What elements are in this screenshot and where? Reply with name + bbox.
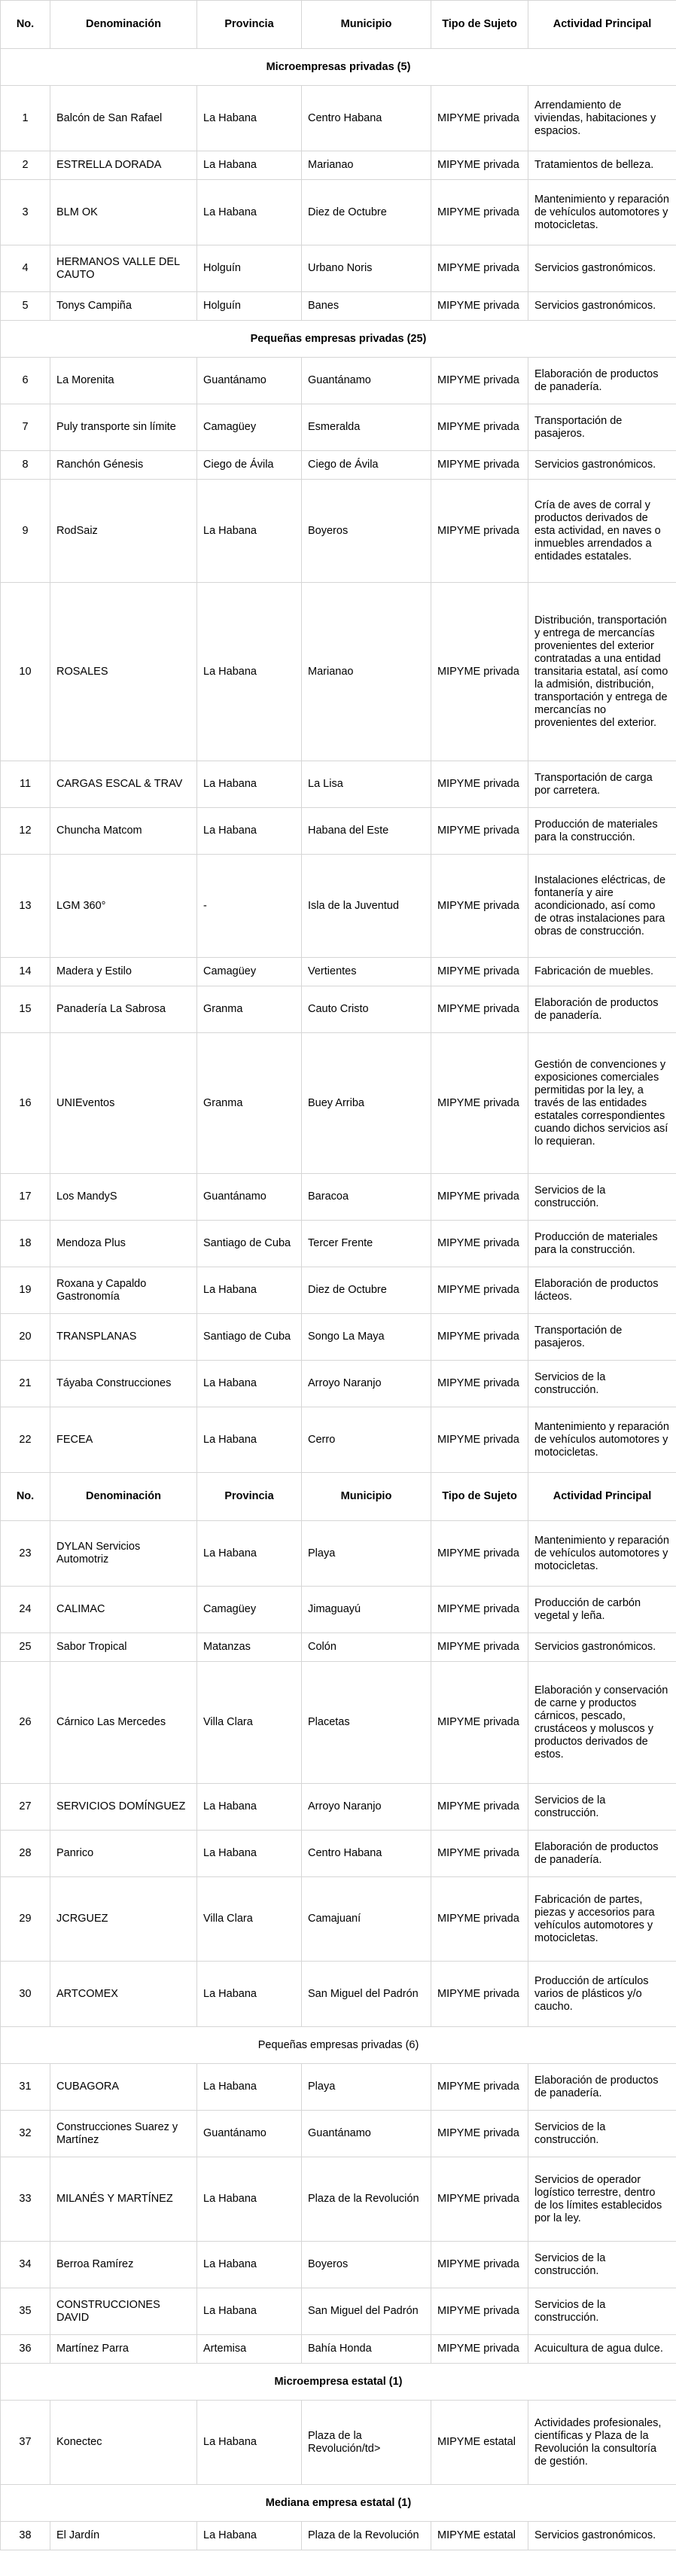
cell-no: 13 (1, 855, 50, 958)
cell-actividad: Servicios gastronómicos. (528, 292, 676, 321)
cell-denominacion: ROSALES (50, 583, 197, 761)
cell-actividad: Servicios gastronómicos. (528, 245, 676, 292)
cell-actividad: Arrendamiento de viviendas, habitaciones y espacios. (528, 86, 676, 151)
cell-municipio: Plaza de la Revolución (302, 2522, 431, 2550)
cell-actividad: Producción de materiales para la construcción. (528, 808, 676, 855)
cell-provincia: La Habana (197, 761, 302, 808)
cell-tipo-sujeto: MIPYME privada (431, 292, 528, 321)
cell-tipo-sujeto: MIPYME privada (431, 151, 528, 180)
table-row (1, 583, 676, 761)
cell-denominacion: JCRGUEZ (50, 1877, 197, 1962)
cell-no: 1 (1, 86, 50, 151)
cell-provincia: Santiago de Cuba (197, 1221, 302, 1267)
cell-municipio: Placetas (302, 1662, 431, 1784)
table-row (1, 1521, 676, 1587)
cell-no: 8 (1, 451, 50, 480)
cell-tipo-sujeto: MIPYME privada (431, 761, 528, 808)
cell-municipio: Guantánamo (302, 2111, 431, 2157)
table-row (1, 958, 676, 986)
header-provincia: Provincia (197, 1473, 302, 1521)
cell-municipio: Diez de Octubre (302, 1267, 431, 1314)
cell-actividad: Servicios gastronómicos. (528, 451, 676, 480)
cell-tipo-sujeto: MIPYME privada (431, 1831, 528, 1877)
cell-tipo-sujeto: MIPYME privada (431, 1221, 528, 1267)
table-row (1, 180, 676, 245)
cell-actividad: Servicios de la construcción. (528, 2111, 676, 2157)
cell-tipo-sujeto: MIPYME privada (431, 1521, 528, 1587)
cell-tipo-sujeto: MIPYME privada (431, 451, 528, 480)
cell-no: 18 (1, 1221, 50, 1267)
cell-tipo-sujeto: MIPYME privada (431, 86, 528, 151)
cell-tipo-sujeto: MIPYME privada (431, 1361, 528, 1407)
cell-no: 29 (1, 1877, 50, 1962)
cell-municipio: Bahía Honda (302, 2335, 431, 2364)
cell-no: 31 (1, 2064, 50, 2111)
cell-actividad: Mantenimiento y reparación de vehículos automotores y motocicletas. (528, 1521, 676, 1587)
cell-provincia: La Habana (197, 1361, 302, 1407)
cell-tipo-sujeto: MIPYME privada (431, 1033, 528, 1174)
cell-provincia: La Habana (197, 180, 302, 245)
cell-provincia: La Habana (197, 1831, 302, 1877)
cell-tipo-sujeto: MIPYME privada (431, 1267, 528, 1314)
table-header-row (1, 1473, 676, 1521)
cell-no: 32 (1, 2111, 50, 2157)
table-row (1, 2111, 676, 2157)
table-row (1, 1662, 676, 1784)
table-row (1, 1267, 676, 1314)
cell-municipio: Isla de la Juventud (302, 855, 431, 958)
cell-provincia: Holguín (197, 292, 302, 321)
table-row (1, 86, 676, 151)
cell-provincia: Villa Clara (197, 1662, 302, 1784)
cell-no: 30 (1, 1962, 50, 2027)
table-row (1, 986, 676, 1033)
table-row (1, 1831, 676, 1877)
cell-provincia: La Habana (197, 2288, 302, 2335)
cell-denominacion: LGM 360° (50, 855, 197, 958)
cell-no: 22 (1, 1407, 50, 1473)
cell-no: 7 (1, 404, 50, 451)
header-municipio: Municipio (302, 1473, 431, 1521)
cell-no: 5 (1, 292, 50, 321)
cell-actividad: Mantenimiento y reparación de vehículos automotores y motocicletas. (528, 1407, 676, 1473)
cell-tipo-sujeto: MIPYME privada (431, 583, 528, 761)
cell-denominacion: Táyaba Construcciones (50, 1361, 197, 1407)
cell-actividad: Mantenimiento y reparación de vehículos automotores y motocicletas. (528, 180, 676, 245)
cell-tipo-sujeto: MIPYME estatal (431, 2401, 528, 2485)
cell-denominacion: HERMANOS VALLE DEL CAUTO (50, 245, 197, 292)
cell-actividad: Tratamientos de belleza. (528, 151, 676, 180)
table-row (1, 2401, 676, 2485)
cell-denominacion: BLM OK (50, 180, 197, 245)
cell-denominacion: Sabor Tropical (50, 1633, 197, 1662)
cell-denominacion: SERVICIOS DOMÍNGUEZ (50, 1784, 197, 1831)
cell-provincia: Guantánamo (197, 1174, 302, 1221)
section-label: Mediana empresa estatal (1) (1, 2485, 676, 2522)
cell-actividad: Gestión de convenciones y exposiciones comerciales permitidas por la ley, a través de las entidades estatales correspondientes cuando dichos servicios así lo requieran. (528, 1033, 676, 1174)
cell-tipo-sujeto: MIPYME privada (431, 404, 528, 451)
cell-actividad: Instalaciones eléctricas, de fontanería y aire acondicionado, así como de otras instalaciones para obras de construcción. (528, 855, 676, 958)
cell-tipo-sujeto: MIPYME privada (431, 1314, 528, 1361)
cell-provincia: La Habana (197, 86, 302, 151)
cell-tipo-sujeto: MIPYME privada (431, 2157, 528, 2242)
cell-provincia: La Habana (197, 1521, 302, 1587)
cell-denominacion: Balcón de San Rafael (50, 86, 197, 151)
cell-municipio: Plaza de la Revolución (302, 2157, 431, 2242)
cell-municipio: Marianao (302, 151, 431, 180)
cell-provincia: Holguín (197, 245, 302, 292)
cell-municipio: Marianao (302, 583, 431, 761)
cell-denominacion: Tonys Campiña (50, 292, 197, 321)
cell-no: 9 (1, 480, 50, 583)
cell-provincia: Matanzas (197, 1633, 302, 1662)
table-row (1, 808, 676, 855)
cell-provincia: Villa Clara (197, 1877, 302, 1962)
cell-actividad: Actividades profesionales, científicas y Plaza de la Revolución la consultoría de gestión. (528, 2401, 676, 2485)
header-tipo-sujeto: Tipo de Sujeto (431, 1473, 528, 1521)
table-header-row (1, 1, 676, 49)
cell-tipo-sujeto: MIPYME privada (431, 986, 528, 1033)
table-row (1, 1407, 676, 1473)
header-no: No. (1, 1473, 50, 1521)
table-row (1, 2288, 676, 2335)
cell-municipio: Guantánamo (302, 358, 431, 404)
cell-denominacion: ESTRELLA DORADA (50, 151, 197, 180)
table-row (1, 404, 676, 451)
cell-provincia: La Habana (197, 480, 302, 583)
cell-provincia: Guantánamo (197, 2111, 302, 2157)
table-row (1, 1784, 676, 1831)
section-label: Pequeñas empresas privadas (25) (1, 321, 676, 358)
cell-no: 33 (1, 2157, 50, 2242)
section-row (1, 49, 676, 86)
cell-tipo-sujeto: MIPYME privada (431, 1407, 528, 1473)
cell-denominacion: Puly transporte sin límite (50, 404, 197, 451)
cell-no: 15 (1, 986, 50, 1033)
cell-no: 38 (1, 2522, 50, 2550)
cell-no: 6 (1, 358, 50, 404)
cell-denominacion: La Morenita (50, 358, 197, 404)
cell-tipo-sujeto: MIPYME privada (431, 1962, 528, 2027)
cell-denominacion: Berroa Ramírez (50, 2242, 197, 2288)
cell-municipio: Plaza de la Revolución/td> (302, 2401, 431, 2485)
cell-municipio: Jimaguayú (302, 1587, 431, 1633)
cell-provincia: La Habana (197, 2242, 302, 2288)
cell-municipio: Centro Habana (302, 1831, 431, 1877)
cell-municipio: Vertientes (302, 958, 431, 986)
cell-municipio: Playa (302, 2064, 431, 2111)
cell-actividad: Producción de materiales para la construcción. (528, 1221, 676, 1267)
table-row (1, 761, 676, 808)
table-row (1, 855, 676, 958)
cell-denominacion: Roxana y Capaldo Gastronomía (50, 1267, 197, 1314)
cell-actividad: Cría de aves de corral y productos derivados de esta actividad, en naves o inmuebles arrendados a entidades estatales. (528, 480, 676, 583)
cell-denominacion: ARTCOMEX (50, 1962, 197, 2027)
cell-denominacion: Mendoza Plus (50, 1221, 197, 1267)
table-row (1, 1221, 676, 1267)
cell-municipio: San Miguel del Padrón (302, 1962, 431, 2027)
cell-actividad: Transportación de pasajeros. (528, 1314, 676, 1361)
cell-municipio: Esmeralda (302, 404, 431, 451)
section-label: Microempresas privadas (5) (1, 49, 676, 86)
cell-no: 11 (1, 761, 50, 808)
section-label: Pequeñas empresas privadas (6) (1, 2027, 676, 2064)
cell-municipio: Boyeros (302, 2242, 431, 2288)
cell-actividad: Elaboración de productos lácteos. (528, 1267, 676, 1314)
cell-provincia: La Habana (197, 1407, 302, 1473)
cell-provincia: La Habana (197, 1267, 302, 1314)
cell-tipo-sujeto: MIPYME estatal (431, 2522, 528, 2550)
table-body (1, 1, 676, 2550)
table-row (1, 2157, 676, 2242)
cell-actividad: Elaboración de productos de panadería. (528, 358, 676, 404)
section-label: Microempresa estatal (1) (1, 2364, 676, 2401)
cell-no: 36 (1, 2335, 50, 2364)
cell-actividad: Servicios de la construcción. (528, 1361, 676, 1407)
cell-provincia: La Habana (197, 2401, 302, 2485)
cell-denominacion: RodSaiz (50, 480, 197, 583)
cell-municipio: Centro Habana (302, 86, 431, 151)
table-row (1, 1587, 676, 1633)
cell-provincia: Guantánamo (197, 358, 302, 404)
cell-municipio: Baracoa (302, 1174, 431, 1221)
cell-denominacion: CONSTRUCCIONES DAVID (50, 2288, 197, 2335)
cell-municipio: Boyeros (302, 480, 431, 583)
cell-denominacion: DYLAN Servicios Automotriz (50, 1521, 197, 1587)
cell-provincia: Granma (197, 986, 302, 1033)
cell-no: 3 (1, 180, 50, 245)
header-provincia: Provincia (197, 1, 302, 49)
table-row (1, 1877, 676, 1962)
cell-provincia: La Habana (197, 2522, 302, 2550)
cell-municipio: Ciego de Ávila (302, 451, 431, 480)
cell-municipio: San Miguel del Padrón (302, 2288, 431, 2335)
cell-actividad: Elaboración de productos de panadería. (528, 2064, 676, 2111)
cell-denominacion: CUBAGORA (50, 2064, 197, 2111)
cell-actividad: Servicios gastronómicos. (528, 2522, 676, 2550)
section-row (1, 2027, 676, 2064)
cell-municipio: Camajuaní (302, 1877, 431, 1962)
cell-denominacion: TRANSPLANAS (50, 1314, 197, 1361)
cell-no: 27 (1, 1784, 50, 1831)
cell-actividad: Servicios de la construcción. (528, 2242, 676, 2288)
cell-tipo-sujeto: MIPYME privada (431, 1877, 528, 1962)
cell-denominacion: MILANÉS Y MARTÍNEZ (50, 2157, 197, 2242)
cell-municipio: Playa (302, 1521, 431, 1587)
cell-actividad: Servicios gastronómicos. (528, 1633, 676, 1662)
cell-actividad: Servicios de la construcción. (528, 1174, 676, 1221)
cell-denominacion: Madera y Estilo (50, 958, 197, 986)
cell-municipio: Arroyo Naranjo (302, 1784, 431, 1831)
cell-municipio: Buey Arriba (302, 1033, 431, 1174)
cell-denominacion: El Jardín (50, 2522, 197, 2550)
cell-tipo-sujeto: MIPYME privada (431, 2242, 528, 2288)
table-row (1, 1314, 676, 1361)
table-row (1, 1174, 676, 1221)
cell-municipio: Banes (302, 292, 431, 321)
table-row (1, 2242, 676, 2288)
header-actividad: Actividad Principal (528, 1, 676, 49)
cell-tipo-sujeto: MIPYME privada (431, 1633, 528, 1662)
cell-tipo-sujeto: MIPYME privada (431, 1662, 528, 1784)
cell-municipio: Colón (302, 1633, 431, 1662)
cell-actividad: Elaboración de productos de panadería. (528, 986, 676, 1033)
cell-actividad: Servicios de operador logístico terrestre, dentro de los límites establecidos por la ley. (528, 2157, 676, 2242)
cell-no: 24 (1, 1587, 50, 1633)
cell-tipo-sujeto: MIPYME privada (431, 245, 528, 292)
header-actividad: Actividad Principal (528, 1473, 676, 1521)
cell-no: 21 (1, 1361, 50, 1407)
cell-no: 12 (1, 808, 50, 855)
header-tipo-sujeto: Tipo de Sujeto (431, 1, 528, 49)
cell-provincia: La Habana (197, 583, 302, 761)
cell-denominacion: Cárnico Las Mercedes (50, 1662, 197, 1784)
cell-actividad: Elaboración de productos de panadería. (528, 1831, 676, 1877)
header-municipio: Municipio (302, 1, 431, 49)
cell-actividad: Distribución, transportación y entrega de mercancías provenientes del exterior contratadas a una entidad transitaria estatal, así como la admisión, distribución, transportación y entrega de mercancías no provenientes del exterior. (528, 583, 676, 761)
cell-provincia: La Habana (197, 2157, 302, 2242)
cell-actividad: Servicios de la construcción. (528, 2288, 676, 2335)
cell-provincia: - (197, 855, 302, 958)
section-row (1, 2364, 676, 2401)
cell-actividad: Fabricación de muebles. (528, 958, 676, 986)
cell-actividad: Elaboración y conservación de carne y productos cárnicos, pescado, crustáceos y moluscos y productos derivados de estos. (528, 1662, 676, 1784)
cell-denominacion: Construcciones Suarez y Martínez (50, 2111, 197, 2157)
cell-no: 26 (1, 1662, 50, 1784)
cell-no: 37 (1, 2401, 50, 2485)
cell-no: 14 (1, 958, 50, 986)
cell-no: 20 (1, 1314, 50, 1361)
cell-denominacion: UNIEventos (50, 1033, 197, 1174)
cell-no: 25 (1, 1633, 50, 1662)
cell-denominacion: Ranchón Génesis (50, 451, 197, 480)
table-row (1, 451, 676, 480)
cell-no: 35 (1, 2288, 50, 2335)
header-denominacion: Denominación (50, 1, 197, 49)
cell-provincia: La Habana (197, 151, 302, 180)
cell-municipio: Urbano Noris (302, 245, 431, 292)
cell-actividad: Acuicultura de agua dulce. (528, 2335, 676, 2364)
cell-no: 19 (1, 1267, 50, 1314)
header-no: No. (1, 1, 50, 49)
cell-municipio: Cauto Cristo (302, 986, 431, 1033)
cell-actividad: Transportación de pasajeros. (528, 404, 676, 451)
cell-municipio: Arroyo Naranjo (302, 1361, 431, 1407)
cell-no: 28 (1, 1831, 50, 1877)
cell-tipo-sujeto: MIPYME privada (431, 2064, 528, 2111)
cell-municipio: Cerro (302, 1407, 431, 1473)
cell-tipo-sujeto: MIPYME privada (431, 1587, 528, 1633)
cell-denominacion: Martínez Parra (50, 2335, 197, 2364)
table-row (1, 151, 676, 180)
cell-denominacion: Konectec (50, 2401, 197, 2485)
cell-denominacion: CARGAS ESCAL & TRAV (50, 761, 197, 808)
table-row (1, 1633, 676, 1662)
cell-tipo-sujeto: MIPYME privada (431, 855, 528, 958)
cell-actividad: Servicios de la construcción. (528, 1784, 676, 1831)
cell-tipo-sujeto: MIPYME privada (431, 480, 528, 583)
table-row (1, 292, 676, 321)
cell-denominacion: CALIMAC (50, 1587, 197, 1633)
table-row (1, 2335, 676, 2364)
cell-provincia: Camagüey (197, 404, 302, 451)
cell-municipio: Songo La Maya (302, 1314, 431, 1361)
cell-provincia: Santiago de Cuba (197, 1314, 302, 1361)
cell-tipo-sujeto: MIPYME privada (431, 958, 528, 986)
cell-municipio: La Lisa (302, 761, 431, 808)
cell-municipio: Habana del Este (302, 808, 431, 855)
table-row (1, 1962, 676, 2027)
cell-provincia: La Habana (197, 808, 302, 855)
cell-no: 10 (1, 583, 50, 761)
cell-actividad: Transportación de carga por carretera. (528, 761, 676, 808)
cell-tipo-sujeto: MIPYME privada (431, 808, 528, 855)
cell-actividad: Producción de artículos varios de plásticos y/o caucho. (528, 1962, 676, 2027)
cell-provincia: La Habana (197, 1784, 302, 1831)
cell-no: 2 (1, 151, 50, 180)
header-denominacion: Denominación (50, 1473, 197, 1521)
cell-actividad: Fabricación de partes, piezas y accesorios para vehículos automotores y motocicletas. (528, 1877, 676, 1962)
cell-tipo-sujeto: MIPYME privada (431, 1174, 528, 1221)
cell-denominacion: Chuncha Matcom (50, 808, 197, 855)
cell-provincia: Camagüey (197, 958, 302, 986)
cell-denominacion: Panadería La Sabrosa (50, 986, 197, 1033)
cell-tipo-sujeto: MIPYME privada (431, 180, 528, 245)
section-row (1, 321, 676, 358)
table-row (1, 480, 676, 583)
table-row (1, 1361, 676, 1407)
cell-no: 23 (1, 1521, 50, 1587)
cell-tipo-sujeto: MIPYME privada (431, 2111, 528, 2157)
cell-no: 16 (1, 1033, 50, 1174)
cell-tipo-sujeto: MIPYME privada (431, 2335, 528, 2364)
cell-no: 4 (1, 245, 50, 292)
table-row (1, 358, 676, 404)
cell-provincia: Camagüey (197, 1587, 302, 1633)
cell-provincia: La Habana (197, 2064, 302, 2111)
cell-tipo-sujeto: MIPYME privada (431, 358, 528, 404)
cell-provincia: Granma (197, 1033, 302, 1174)
cell-denominacion: FECEA (50, 1407, 197, 1473)
cell-provincia: La Habana (197, 1962, 302, 2027)
cell-no: 17 (1, 1174, 50, 1221)
cell-provincia: Artemisa (197, 2335, 302, 2364)
cell-denominacion: Los MandyS (50, 1174, 197, 1221)
cell-tipo-sujeto: MIPYME privada (431, 1784, 528, 1831)
table-row (1, 245, 676, 292)
table-row (1, 2522, 676, 2550)
cell-tipo-sujeto: MIPYME privada (431, 2288, 528, 2335)
table-row (1, 2064, 676, 2111)
cell-municipio: Diez de Octubre (302, 180, 431, 245)
table-row (1, 1033, 676, 1174)
cell-provincia: Ciego de Ávila (197, 451, 302, 480)
cell-denominacion: Panrico (50, 1831, 197, 1877)
section-row (1, 2485, 676, 2522)
cell-actividad: Producción de carbón vegetal y leña. (528, 1587, 676, 1633)
cell-no: 34 (1, 2242, 50, 2288)
cell-municipio: Tercer Frente (302, 1221, 431, 1267)
